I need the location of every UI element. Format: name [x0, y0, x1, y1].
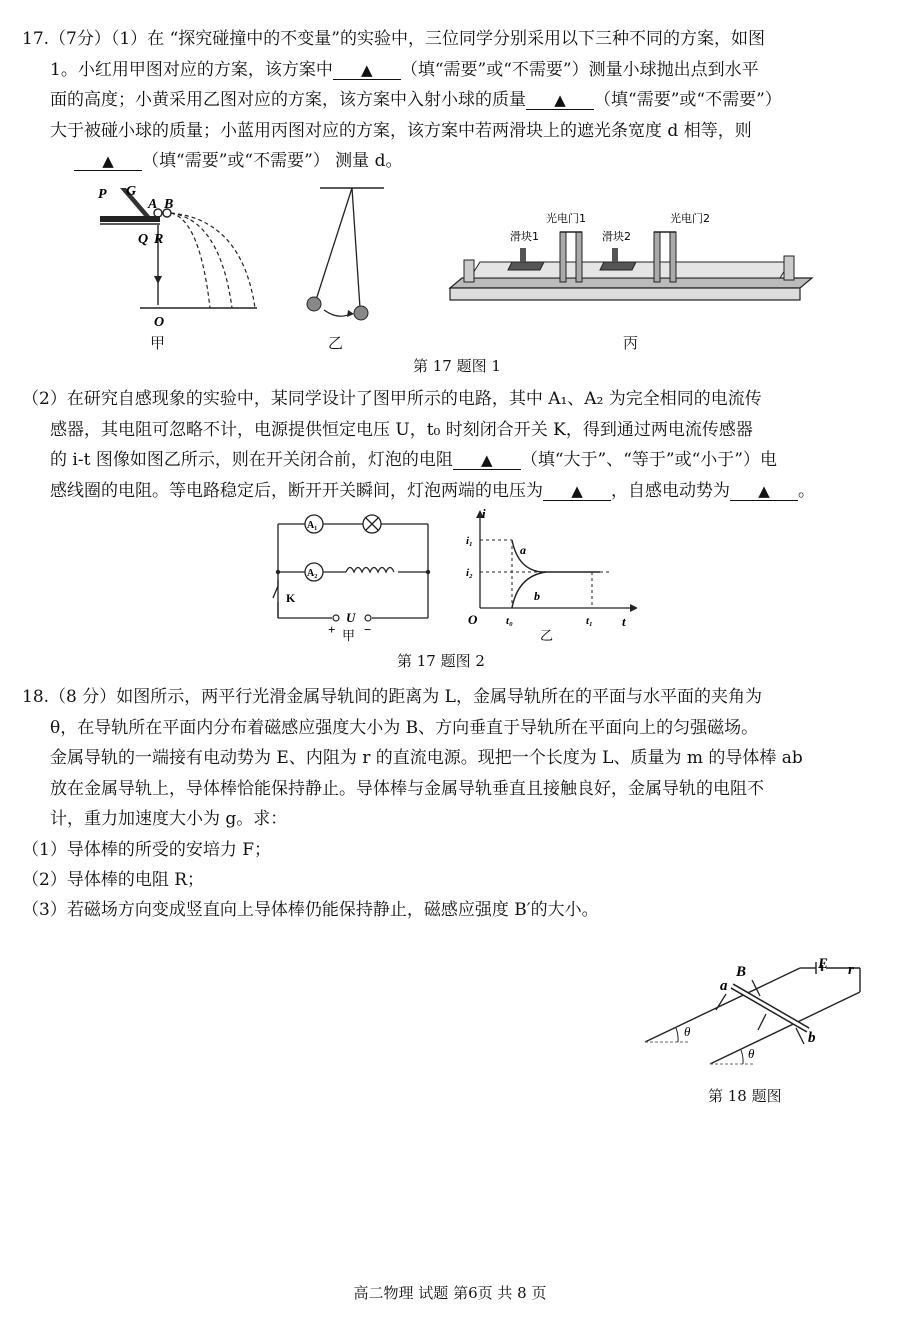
fig2-circuit [268, 510, 443, 645]
circuit-plus: + [328, 622, 336, 637]
fig18-caption: 第 18 题图 [708, 1087, 782, 1105]
q18-line3: 金属导轨的一端接有电动势为 E、内阻为 r 的直流电源。现把一个长度为 L、质量为 m 的导体棒 ab [50, 748, 803, 768]
q18-line4: 放在金属导轨上，导体棒恰能保持静止。导体棒与金属导轨垂直且接触良好，金属导轨的电阻不 [50, 778, 764, 799]
q17-p2-line2: 感器，其电阻可忽略不计，电源提供恒定电压 U，t₀ 时刻闭合开关 K，得到通过两电流传感器 [50, 419, 753, 440]
circuit-minus: − [364, 622, 372, 637]
q17-p2-line1: （2）在研究自感现象的实验中，某同学设计了图甲所示的电路，其中 A₁、A₂ 为完全相同的电流传 [22, 389, 762, 409]
q17-header: 17.（7分）（1）在 “探究碰撞中的不变量”的实验中，三位同学分别采用以下三种不同的方案，如图 [22, 29, 765, 49]
q18-sub1: （1）导体棒的所受的安培力 F； [22, 840, 272, 860]
q18-line2: θ，在导轨所在平面内分布着磁感应强度大小为 B、方向垂直于导轨所在平面向上的匀强磁场。 [50, 717, 759, 738]
jia-letter-p: P [98, 187, 107, 202]
graph-t-axis: t [622, 614, 626, 629]
q17-p2-line3: 的 i-t 图像如图乙所示，则在开关闭合前，灯泡的电阻 ▲ （填“大于”、“等于”或“小于”）电 [50, 450, 777, 470]
q17-p1-line5: ▲ （填“需要”或“不需要”） 测量 d。 [22, 146, 884, 177]
q18-stem [22, 682, 884, 835]
fig18-theta-1: θ [684, 1024, 691, 1039]
graph-curve-b: b [534, 589, 540, 603]
graph-i2: i₂ [466, 567, 473, 579]
graph-i-axis: i [482, 508, 486, 521]
jia-letter-g: G [126, 184, 137, 199]
answer-blank[interactable]: ▲ [333, 61, 401, 80]
graph-i1: i₁ [466, 535, 473, 547]
q17-p1-line2: 1。小红用甲图对应的方案，该方案中 ▲ （填“需要”或“不需要”）测量小球抛出点到水平 [50, 59, 759, 80]
fig1-label-yi: 乙 [328, 334, 344, 352]
circuit-k: K [286, 591, 296, 605]
answer-blank[interactable]: ▲ [74, 152, 142, 171]
bing-label-slider1: 滑块1 [510, 230, 539, 243]
circuit-u: U [346, 610, 356, 625]
circuit-a1: A₁ [307, 520, 318, 531]
q17-p1-line3: 面的高度；小黄采用乙图对应的方案，该方案中入射小球的质量 ▲ （填“需要”或“不需要”） [50, 90, 782, 110]
graph-origin: O [468, 612, 478, 627]
fig18-label-a: a [720, 978, 728, 994]
q18-line5: 计，重力加速度大小为 g。求： [50, 809, 288, 829]
fig2-caption: 第 17 题图 2 [397, 652, 485, 670]
jia-letter-o: O [154, 315, 165, 330]
q18-sub2: （2）导体棒的电阻 R； [22, 870, 205, 890]
graph-label-yi: 乙 [540, 629, 554, 644]
bing-label-slider2: 滑块2 [602, 230, 631, 243]
fig18-rails [640, 950, 890, 1075]
jia-letter-q: Q [138, 232, 149, 247]
answer-blank[interactable]: ▲ [730, 482, 798, 501]
q18-sub3: （3）若磁场方向变成竖直向上导体棒仍能保持静止，磁感应强度 B′的大小。 [22, 900, 599, 920]
page-footer: 高二物理 试题 第6页 共 8 页 [353, 1284, 547, 1302]
q17-part2 [22, 384, 884, 506]
bing-label-gate1: 光电门1 [546, 212, 586, 225]
fig1-jia [92, 180, 282, 340]
q18-line1: 18.（8 分）如图所示，两平行光滑金属导轨间的距离为 L，金属导轨所在的平面与水平面的夹角为 [22, 687, 762, 707]
graph-curve-a: a [520, 543, 526, 557]
graph-t0: t₀ [506, 615, 513, 627]
fig18-label-b: b [808, 1030, 816, 1046]
answer-blank[interactable]: ▲ [453, 451, 521, 470]
bing-label-gate2: 光电门2 [670, 212, 710, 225]
fig1-caption: 第 17 题图 1 [413, 357, 501, 375]
fig18-theta-2: θ [748, 1046, 755, 1061]
fig2-it-graph [462, 508, 637, 648]
fig1-label-jia: 甲 [150, 334, 166, 352]
q17-p2-line4: 感线圈的电阻。等电路稳定后，断开开关瞬间，灯泡两端的电压为 ▲ ，自感电动势为 ▲ 。 [50, 480, 815, 501]
fig18-label-r: r [848, 962, 854, 978]
fig18-label-e: E [818, 956, 829, 972]
answer-blank[interactable]: ▲ [543, 482, 611, 501]
fig1-label-bing: 丙 [623, 334, 639, 352]
jia-letter-r: R [154, 232, 164, 247]
fig1-bing [440, 200, 820, 320]
fig18-label-b-field: B [736, 964, 747, 980]
jia-letter-a: A [148, 197, 158, 212]
answer-blank[interactable]: ▲ [526, 91, 594, 110]
fig1-yi [292, 182, 402, 332]
circuit-label-jia: 甲 [342, 629, 356, 644]
q17-part1 [22, 24, 884, 177]
jia-letter-b: B [164, 197, 174, 212]
graph-t1: t₁ [586, 615, 593, 627]
q17-p1-line4: 大于被碰小球的质量；小蓝用丙图对应的方案，该方案中若两滑块上的遮光条宽度 d 相等，则 [50, 120, 752, 141]
circuit-a2: A₂ [307, 568, 318, 579]
